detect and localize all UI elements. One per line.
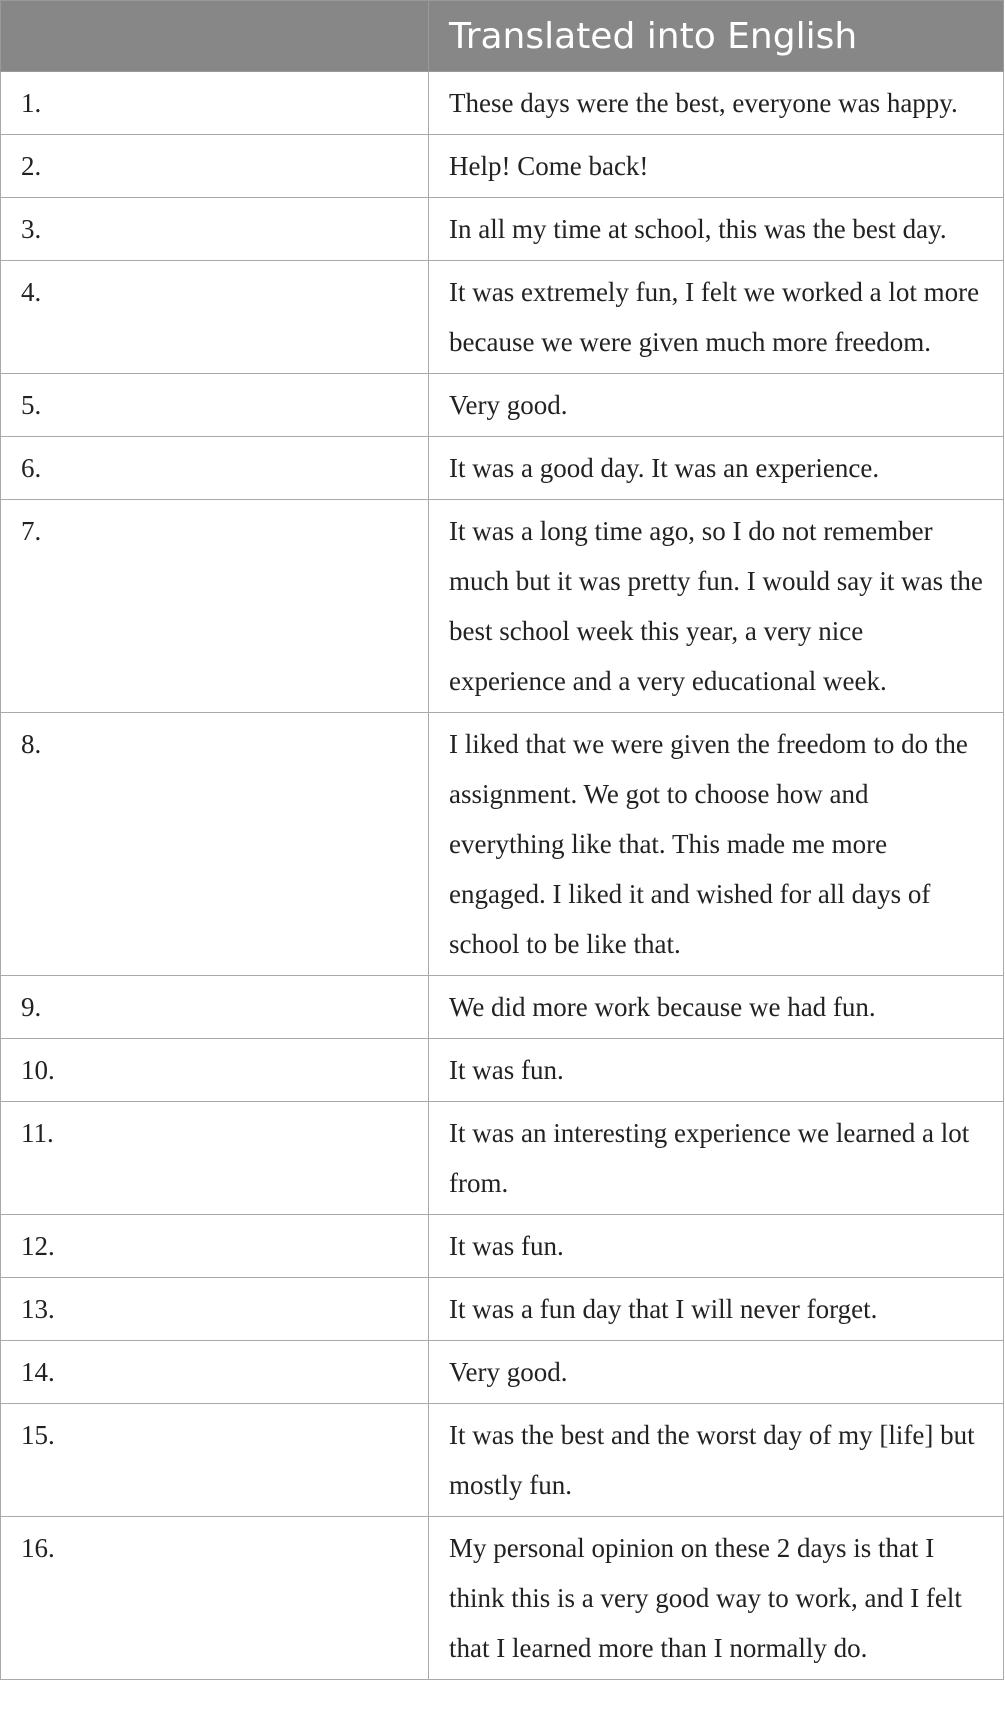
table-row: [1, 135, 1004, 198]
table-row: [1, 1102, 1004, 1215]
table-row: [1, 261, 1004, 374]
header-cell-number: [1, 1, 429, 72]
row-text: It was fun.: [429, 1215, 1004, 1278]
row-number: 11.: [1, 1102, 429, 1215]
table-header-row: [1, 1, 1004, 72]
row-number: 5.: [1, 374, 429, 437]
row-text: These days were the best, everyone was happy.: [429, 72, 1004, 135]
row-text: Help! Come back!: [429, 135, 1004, 198]
table-row: [1, 437, 1004, 500]
row-number: 13.: [1, 1278, 429, 1341]
row-number: 4.: [1, 261, 429, 374]
row-number: 6.: [1, 437, 429, 500]
row-text: It was the best and the worst day of my [life] but mostly fun.: [429, 1404, 1004, 1517]
table-row: [1, 1278, 1004, 1341]
table-row: [1, 374, 1004, 437]
table-row: [1, 1341, 1004, 1404]
table-row: [1, 1404, 1004, 1517]
row-number: 2.: [1, 135, 429, 198]
row-text: It was an interesting experience we learned a lot from.: [429, 1102, 1004, 1215]
row-number: 9.: [1, 976, 429, 1039]
row-text: We did more work because we had fun.: [429, 976, 1004, 1039]
row-text: It was fun.: [429, 1039, 1004, 1102]
row-number: 15.: [1, 1404, 429, 1517]
row-number: 1.: [1, 72, 429, 135]
row-text: It was a good day. It was an experience.: [429, 437, 1004, 500]
row-number: 3.: [1, 198, 429, 261]
row-text: Very good.: [429, 374, 1004, 437]
table-row: [1, 713, 1004, 976]
table-row: [1, 198, 1004, 261]
row-number: 16.: [1, 1517, 429, 1680]
row-text: It was a fun day that I will never forget.: [429, 1278, 1004, 1341]
table-row: [1, 72, 1004, 135]
row-number: 12.: [1, 1215, 429, 1278]
row-text: My personal opinion on these 2 days is that I think this is a very good way to work, and I felt that I learned more than I normally do.: [429, 1517, 1004, 1680]
row-number: 8.: [1, 713, 429, 976]
row-text: It was extremely fun, I felt we worked a lot more because we were given much more freedom.: [429, 261, 1004, 374]
table-row: [1, 500, 1004, 713]
row-text: It was a long time ago, so I do not remember much but it was pretty fun. I would say it was the best school week this year, a very nice experience and a very educational week.: [429, 500, 1004, 713]
header-cell-translation: Translated into English: [429, 1, 1004, 72]
table-row: [1, 1517, 1004, 1680]
table-row: [1, 1215, 1004, 1278]
row-text: Very good.: [429, 1341, 1004, 1404]
row-text: In all my time at school, this was the best day.: [429, 198, 1004, 261]
table-row: [1, 976, 1004, 1039]
row-number: 7.: [1, 500, 429, 713]
row-number: 10.: [1, 1039, 429, 1102]
table-row: [1, 1039, 1004, 1102]
row-text: I liked that we were given the freedom to do the assignment. We got to choose how and everything like that. This made me more engaged. I liked it and wished for all days of school to be like that.: [429, 713, 1004, 976]
row-number: 14.: [1, 1341, 429, 1404]
